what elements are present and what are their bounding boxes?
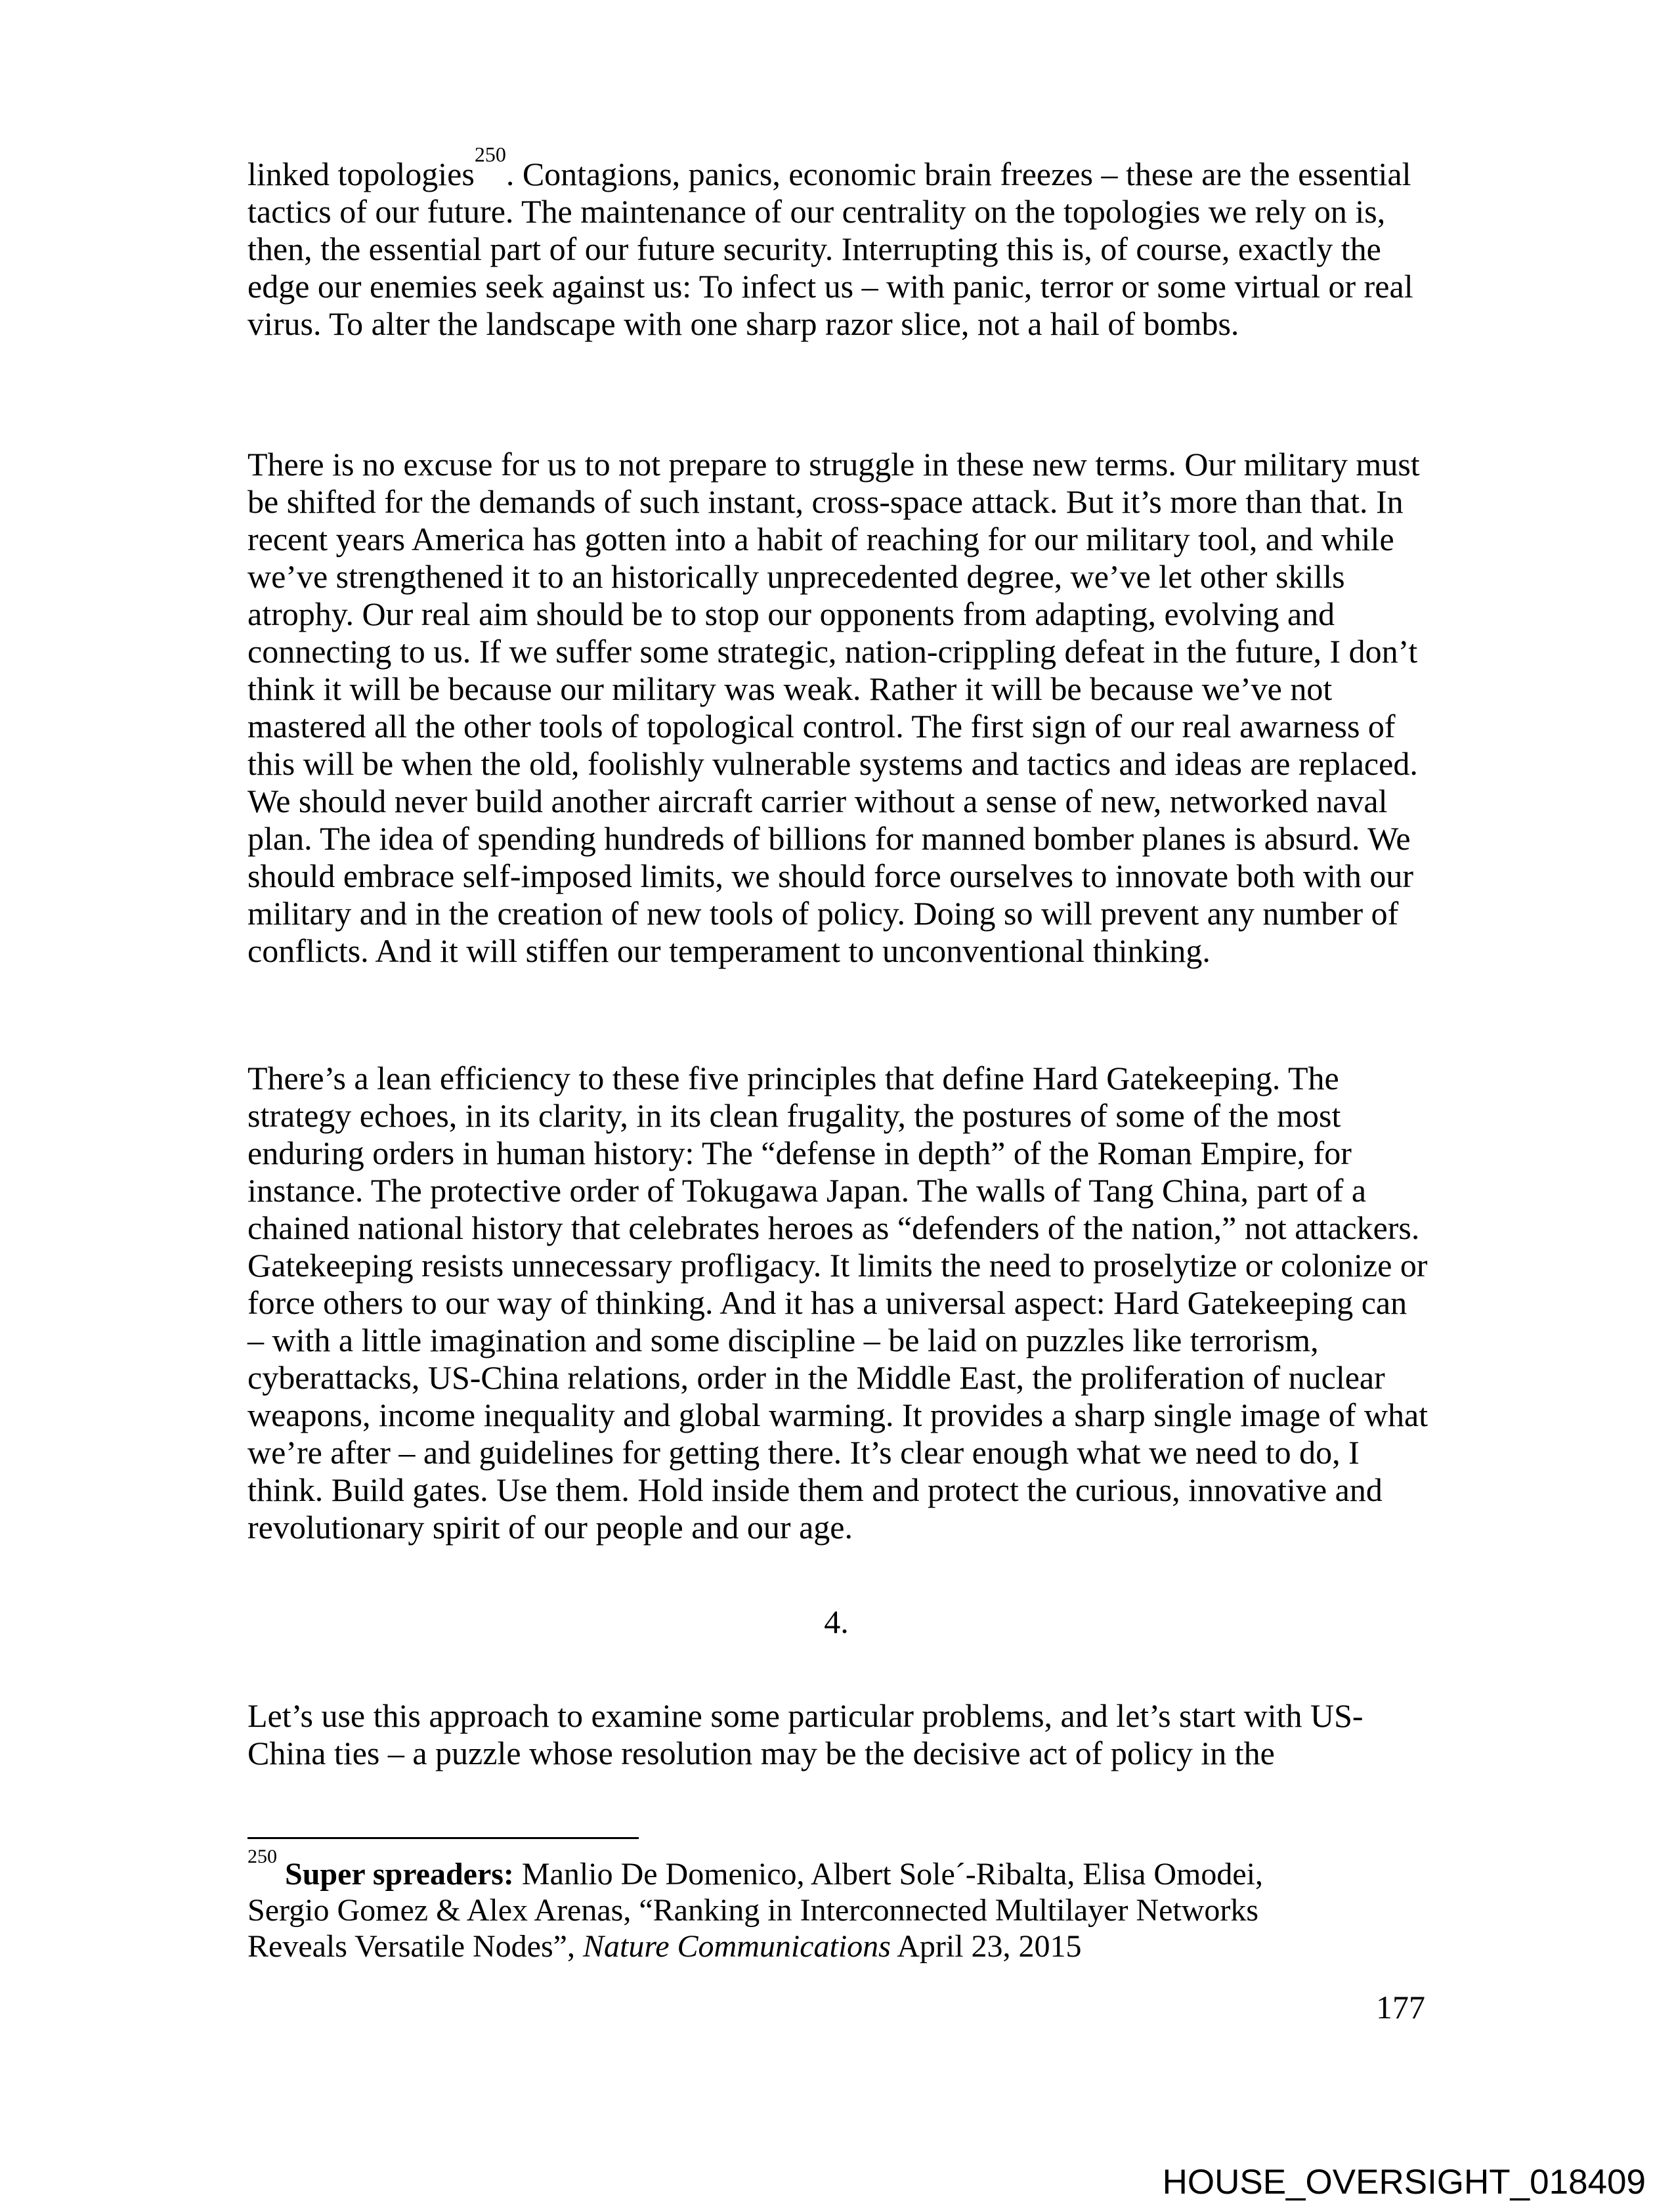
footnote-article-title: Reveals Versatile Nodes”,	[247, 1929, 583, 1964]
footnote-separator-rule	[247, 1837, 639, 1839]
footnote-journal-name: Nature Communications	[582, 1929, 891, 1964]
footnote-title: Super spreaders:	[285, 1857, 514, 1892]
paragraph-text: . Contagions, panics, economic brain freezes – these are the essential tactics of our future. The maintenance of our centrality on the topologies we rely on is, then, the essential part of our future security. Interrupting this is, of course, exactly the edge our enemies seek against us: To infect us – with panic, terror or some virtual or real virus. To alter the landscape with one sharp razor slice, not a hail of bombs.	[247, 156, 1413, 342]
paragraph-no-excuse: There is no excuse for us to not prepare to struggle in these new terms. Our military must be shifted for the demands of such instant, cross-space attack. But it’s more than that. In recent years America has gotten into a habit of reaching for our military tool, and while we’ve strengthened it to an historically unprecedented degree, we’ve let other skills atrophy. Our real aim should be to stop our opponents from adapting, evolving and connecting to us. If we suffer some strategic, nation-crippling defeat in the future, I don’t think it will be because our military was weak. Rather it will be because we’ve not mastered all the other tools of topological control. The first sign of our real awarness of this will be when the old, foolishly vulnerable systems and tactics and ideas are replaced. We should never build another aircraft carrier without a sense of new, networked naval plan. The idea of spending hundreds of billions for manned bomber planes is absurd. We should embrace self-imposed limits, we should force ourselves to innovate both with our military and in the creation of new tools of policy. Doing so will prevent any number of conflicts. And it will stiffen our temperament to unconventional thinking.	[247, 446, 1420, 969]
paragraph-lean-efficiency: There’s a lean efficiency to these five principles that define Hard Gatekeeping. The strategy echoes, in its clarity, in its clean frugality, the postures of some of the most enduring orders in human history: The “defense in depth” of the Roman Empire, for instance. The protective order of Tokugawa Japan. The walls of Tang China, part of a chained national history that celebrates heroes as “defenders of the nation,” not attackers. Gatekeeping resists unnecessary profligacy. It limits the need to proselytize or colonize or force others to our way of thinking. And it has a universal aspect: Hard Gatekeeping can – with a little imagination and some discipline – be laid on puzzles like terrorism, cyberattacks, US-China relations, order in the Middle East, the proliferation of nuclear weapons, income inequality and global warming. It provides a sharp single image of what we’re after – and guidelines for getting there. It’s clear enough what we need to do, I think. Build gates. Use them. Hold inside them and protect the curious, innovative and revolutionary spirit of our people and our age.	[247, 1060, 1428, 1546]
paragraph-lets-use: Let’s use this approach to examine some particular problems, and let’s start with US-China ties – a puzzle whose resolution may be the decisive act of policy in the	[247, 1697, 1363, 1771]
footnote-marker: 250	[247, 1846, 277, 1867]
footnote-date: April 23, 2015	[890, 1929, 1082, 1964]
paragraph-linked-topologies	[247, 142, 1429, 343]
footnote-reference-250: 250	[474, 142, 506, 167]
paragraph-text: linked topologies	[247, 156, 475, 192]
footnote-authors: Manlio De Domenico, Albert Sole´-Ribalta, Elisa Omodei,	[513, 1857, 1264, 1892]
section-number-heading: 4.	[824, 1603, 849, 1640]
footnote-250	[247, 1846, 1462, 1964]
bates-number-stamp: HOUSE_OVERSIGHT_018409	[1162, 2163, 1646, 2201]
page-number: 177	[1376, 1989, 1425, 2026]
footnote-authors-continued: Sergio Gomez & Alex Arenas, “Ranking in Interconnected Multilayer Networks	[247, 1893, 1259, 1928]
